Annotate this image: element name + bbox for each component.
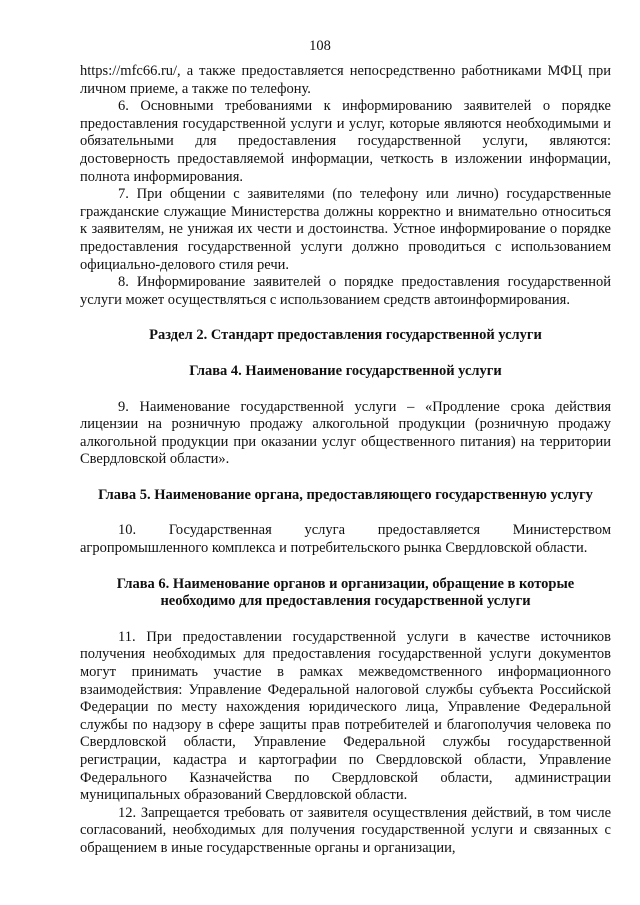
section-2-heading: Раздел 2. Стандарт предоставления государственной услуги (149, 327, 542, 344)
spacer (80, 309, 611, 327)
spacer (80, 345, 611, 363)
chapter-5-heading: Глава 5. Наименование органа, предоставляющего государственную услугу (98, 486, 593, 503)
document-body (80, 63, 611, 858)
page-number: 108 (309, 38, 331, 54)
paragraph-10: 10. Государственная услуга предоставляется Министерством агропромышленного комплекса и потребительского рынка Свердловской области. (80, 522, 611, 557)
spacer (80, 611, 611, 629)
paragraph-8: 8. Информирование заявителей о порядке предоставления государственной услуги может осуществляться с использованием средств автоинформирования. (80, 274, 611, 308)
paragraph-12: 12. Запрещается требовать от заявителя осуществления действий, в том числе согласований, необходимых для получения государственной услуги и связанных с обращением в иные государственные органы и организации, (80, 804, 611, 856)
paragraph-9: 9. Наименование государственной услуги – «Продление срока действия лицензии на розничную продажу алкогольной продукции (розничную продажу алкогольной продукции при оказании услуг общественного питания) на территории Свердловской области». (80, 398, 611, 468)
paragraph-11: 11. При предоставлении государственной услуги в качестве источников получения необходимых для предоставления государственной услуги документов могут принимать участие в рамках межведомственного информационного взаимодействия: Управление Федеральной налоговой службы субъекта Российской Федерации по месту нахождения юридического лица, Управление Федеральной службы по надзору в сфере защиты прав потребителей и благополучия человека по Свердловской области, Управление Федеральной службы государственной регистрации, кадастра и картографии по Свердловской области, Управление Федерального Казначейства по Свердловской области, администрации муниципальных образований Свердловской области. (80, 628, 611, 804)
chapter-6-heading-line-2: необходимо для предоставления государственной услуги (160, 593, 531, 610)
chapter-4-heading: Глава 4. Наименование государственной услуги (189, 362, 502, 379)
paragraph-continuation: https://mfc66.ru/, а также предоставляется непосредственно работниками МФЦ при личном приеме, а также по телефону. (80, 63, 611, 97)
paragraph-6: 6. Основными требованиями к информированию заявителей о порядке предоставления государственной услуги и услуг, которые являются необходимыми и обязательными для предоставления государственной услуги, являются: достоверность предоставляемой информации, четкость в изложении информации, полнота информирования. (80, 98, 611, 185)
spacer (80, 469, 611, 487)
chapter-6-heading-line-1: Глава 6. Наименование органов и организации, обращение в которые (116, 575, 575, 592)
spacer (80, 504, 611, 522)
spacer (80, 381, 611, 399)
paragraph-7: 7. При общении с заявителями (по телефону или лично) государственные гражданские служащие Министерства должны корректно и внимательно относиться к заявителям, не унижая их чести и достоинства. Устное информирование о порядке предоставления государственной услуги должно проводиться с использованием официально-делового стиля речи. (80, 186, 611, 273)
spacer (80, 558, 611, 576)
